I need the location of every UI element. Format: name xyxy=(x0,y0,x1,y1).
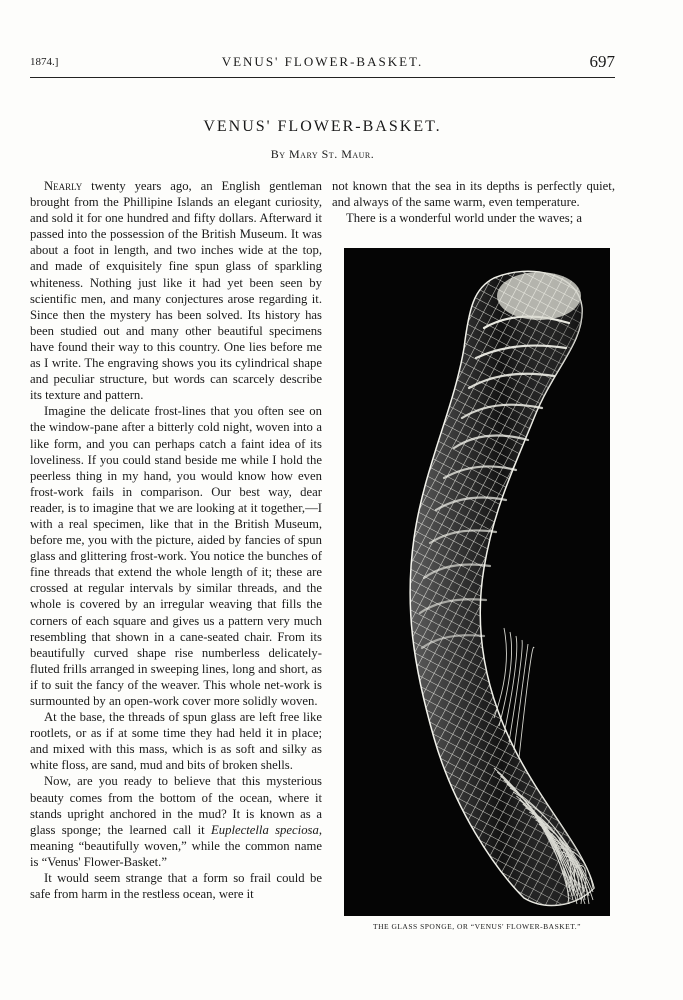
paragraph-text: twenty years ago, an English gentleman brought from the Phillipine Islands an elegant curiosity, and sold it for one hundred and fifty dollars. Afterward it passed into the possession of the British Museum. It was about a foot in length, and two inches wide at the top, and made of exquisitely fine spun glass of sparkling whiteness. Nothing just like it had yet been seen by scientific men, and many conjectures arose regarding it. Since then the mystery has been solved. Its history has been studied out and many other beautiful specimens have found their way to this country. One lies before me as I write. The engraving shows you its cylindrical shape and peculiar structure, but words can scarcely describe its texture and pattern. xyxy=(30,179,322,403)
article-title: VENUS' FLOWER-BASKET. xyxy=(203,118,442,135)
left-column xyxy=(30,178,322,902)
sponge-engraving xyxy=(344,248,610,916)
figure-caption: THE GLASS SPONGE, OR “VENUS' FLOWER-BASKET.” xyxy=(372,922,581,931)
glass-sponge-illustration xyxy=(344,248,610,916)
loose-filament xyxy=(504,636,517,734)
loose-filament xyxy=(509,640,522,742)
loose-filament xyxy=(519,647,534,758)
species-name: Euplectella speciosa xyxy=(211,822,319,837)
paragraph-6: There is a wonderful world under the waves; a xyxy=(346,211,583,226)
paragraph-4: Now, are you ready to believe that this mysterious beauty comes from the bottom of the ocean, where it stands upright anchored in the mud? It is known as a glass sponge; the learned call it Euplectella speciosa, meaning “beautifully woven,” while the common name is “Venus' Flower-Basket.” xyxy=(30,774,322,869)
paragraph-continued: not known that the sea in its depths is perfectly quiet, and always of the same warm, even temperature. xyxy=(332,179,615,210)
paragraph-1 xyxy=(30,178,322,403)
header-rule xyxy=(30,77,615,78)
right-column xyxy=(332,178,615,226)
paragraph-5: It would seem strange that a form so frail could be safe from harm in the restless ocean, were it xyxy=(30,871,322,902)
lead-word: Nearly xyxy=(44,179,83,193)
paragraph-3: At the base, the threads of spun glass are left free like rootlets, or as if at some time they had held it in place; and mixed with this mass, which is as soft and silky as white floss, are sand, mud and bits of broken shells. xyxy=(30,710,322,773)
loose-filament xyxy=(499,632,512,726)
header-running-title: VENUS' FLOWER-BASKET. xyxy=(221,54,424,69)
paragraph-2: Imagine the delicate frost-lines that you often see on the window-pane after a bitterly cold night, woven into a like form, and you can perhaps catch a faint idea of its loveliness. If you could stand beside me while I hold the peerless thing in my hand, you would know how even frost-work fails in comparison. Our best way, dear reader, is to imagine that we are looking at it together,—I with a real specimen, like that in the British Museum, before me, you with the picture, aided by fancies of spun glass and glittering frost-work. You notice the bunches of fine threads that extend the whole length of it; these are crossed at regular intervals by similar threads, and the whole is covered by an irregular weaving that fills the corners of each square and gives us a pattern very much resembling that shown in a cane-seated chair. From its beautifully curved shape rise numberless delicately-fluted frills arranged in sweeping lines, long and short, as if to suit the fancy of the weaver. This whole net-work is surmounted by an open-work cover more solidly woven. xyxy=(30,404,322,708)
running-header xyxy=(30,52,615,74)
article-byline: By Mary St. Maur. xyxy=(270,147,375,161)
header-year: 1874.] xyxy=(30,56,59,68)
page-number: 697 xyxy=(589,52,615,71)
